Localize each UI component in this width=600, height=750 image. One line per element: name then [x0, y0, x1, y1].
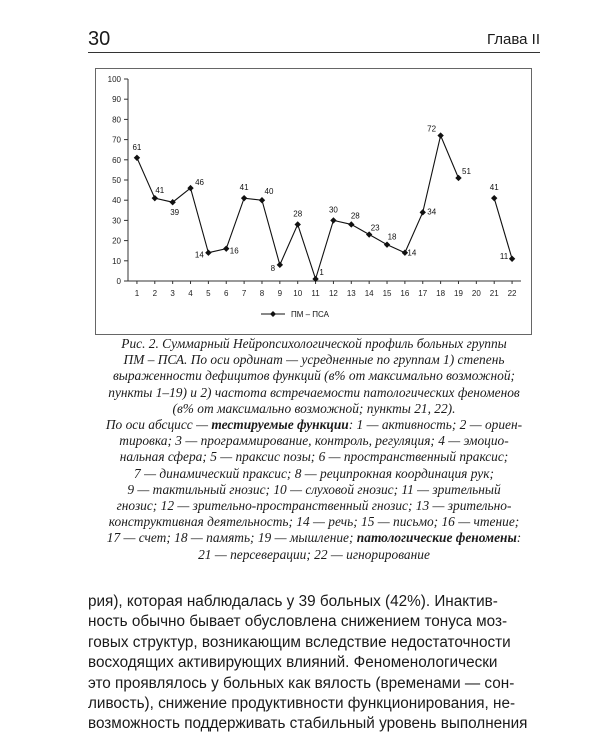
x-tick-label: 2: [152, 289, 158, 298]
figure-caption: [88, 336, 540, 563]
y-tick-label: 80: [112, 115, 121, 125]
data-point: [241, 195, 247, 201]
chapter-title: Глава II: [486, 31, 540, 48]
header-rule: [88, 52, 540, 53]
data-label: 41: [155, 186, 165, 196]
caption-text: 17 — счет; 18 — память; 19 — мышление;: [106, 530, 357, 546]
caption-line: конструктивная деятельность; 14 — речь; 15 — письмо; 16 — чтение;: [108, 514, 520, 530]
data-label: 28: [350, 211, 360, 221]
x-tick-label: 1: [134, 289, 140, 298]
data-label: 41: [239, 183, 249, 193]
x-tick-label: 19: [454, 289, 463, 298]
x-tick-label: 22: [507, 289, 517, 298]
caption-text: По оси абсцисс —: [105, 417, 212, 433]
caption-line: (в% от максимально возможной; пункты 21, 22).: [172, 400, 456, 416]
x-tick-label: 6: [224, 289, 229, 298]
y-tick-label: 90: [112, 95, 121, 105]
chart-frame: [95, 68, 532, 335]
data-point: [437, 132, 443, 138]
caption-line: [88, 530, 540, 546]
x-tick-label: 16: [400, 289, 410, 298]
caption-line: пункты 1–19) и 2) частота встречаемости патологических феноменов: [108, 384, 520, 400]
data-label: 61: [132, 142, 142, 152]
data-label: 11: [499, 251, 509, 261]
data-label: 41: [489, 183, 499, 193]
data-point: [134, 155, 140, 161]
data-point: [491, 195, 497, 201]
x-tick-label: 21: [489, 289, 499, 298]
caption-line: 7 — динамический праксис; 8 — реципрокная координация рук;: [134, 465, 494, 481]
body-line: восходящих активирующих влияний. Феноменологически: [88, 654, 498, 672]
data-point: [348, 221, 354, 227]
data-label: 8: [270, 263, 276, 273]
y-tick-label: 100: [107, 75, 121, 84]
y-tick-label: 0: [116, 277, 121, 286]
body-paragraph: [88, 592, 540, 735]
data-label: 39: [170, 208, 180, 218]
y-tick-label: 40: [112, 196, 121, 206]
legend-label: ПМ – ПСА: [291, 310, 329, 319]
caption-line: тировка; 3 — программирование, контроль, регуляция; 4 — эмоцио-: [119, 433, 509, 449]
x-tick-label: 17: [418, 289, 428, 298]
data-label: 34: [427, 207, 437, 217]
data-label: 23: [370, 223, 380, 233]
x-tick-label: 10: [293, 289, 303, 298]
y-tick-label: 20: [112, 236, 121, 246]
caption-line: нальная сфера; 5 — праксис позы; 6 — пространственный праксис;: [119, 449, 509, 465]
x-tick-label: 9: [277, 289, 283, 298]
data-label: 40: [264, 187, 274, 197]
caption-line: гнозис; 12 — зрительно-пространственный гнозис; 13 — зрительно-: [116, 498, 512, 514]
data-point: [205, 250, 211, 256]
data-label: 14: [407, 248, 417, 258]
y-tick-label: 60: [112, 155, 121, 165]
data-label: 30: [328, 205, 338, 215]
caption-line: ПМ – ПСА. По оси ординат — усредненные по группам 1) степень: [123, 352, 505, 368]
x-tick-label: 18: [436, 289, 446, 298]
data-point: [509, 256, 515, 262]
body-line: рия), которая наблюдалась у 39 больных (42%). Инактив-: [88, 593, 498, 610]
data-point: [384, 241, 390, 247]
x-tick-label: 3: [170, 289, 175, 298]
data-point: [152, 195, 158, 201]
caption-emphasis: тестируемые функции: [211, 417, 349, 433]
body-line: говых структур, возникающим вследствие недостаточности: [88, 633, 511, 651]
caption-text: : 1 — активность; 2 — ориен-: [348, 417, 523, 433]
body-line: ность обычно бывает обусловлена снижением тонуса моз-: [88, 613, 508, 631]
legend-marker: [270, 311, 276, 317]
data-point: [295, 221, 301, 227]
body-line: это проявлялось у больных как вялость (временами — сон-: [88, 674, 515, 692]
x-tick-label: 12: [328, 289, 338, 298]
caption-emphasis: патологические феномены: [356, 530, 517, 546]
x-tick-label: 4: [188, 289, 193, 298]
y-tick-label: 50: [112, 176, 121, 185]
caption-line: Рис. 2. Суммарный Нейропсихологической профиль больных группы: [121, 336, 507, 351]
page-number: 30: [88, 28, 111, 50]
data-point: [455, 175, 461, 181]
data-point: [420, 209, 426, 215]
data-point: [330, 217, 336, 223]
y-tick-label: 10: [112, 256, 121, 266]
x-tick-label: 5: [206, 289, 211, 298]
data-label: 16: [229, 246, 239, 256]
data-label: 14: [194, 250, 204, 260]
body-line: возможность поддерживать стабильный уровень выполнения: [88, 715, 528, 733]
y-tick-label: 30: [112, 216, 121, 226]
x-tick-label: 7: [241, 289, 247, 298]
body-line: ливость), снижение продуктивности функционирования, не-: [88, 695, 516, 713]
data-point: [277, 262, 283, 268]
data-label: 28: [293, 209, 303, 219]
x-tick-label: 8: [259, 289, 265, 298]
data-label: 51: [462, 166, 471, 176]
x-tick-label: 13: [346, 289, 356, 298]
caption-line: 9 — тактильный гнозис; 10 — слуховой гнозис; 11 — зрительный: [127, 481, 501, 497]
caption-line: [88, 417, 540, 433]
series-line: [494, 198, 512, 259]
data-point: [223, 245, 229, 251]
data-label: 1: [319, 267, 324, 277]
caption-line: 21 — персеверации; 22 — игнорирование: [198, 546, 430, 562]
data-label: 72: [427, 124, 437, 134]
data-point: [259, 197, 265, 203]
caption-line: выраженности дефицитов функций (в% от максимально возможной;: [112, 368, 516, 384]
x-tick-label: 11: [311, 289, 320, 298]
neuropsych-profile-chart: [96, 69, 531, 334]
data-label: 18: [387, 232, 397, 242]
caption-text: :: [516, 530, 522, 546]
page-header: [88, 28, 540, 54]
y-tick-label: 70: [112, 135, 121, 145]
x-tick-label: 20: [471, 289, 481, 298]
data-label: 46: [195, 178, 204, 188]
x-tick-label: 15: [382, 289, 392, 298]
x-tick-label: 14: [364, 289, 374, 298]
